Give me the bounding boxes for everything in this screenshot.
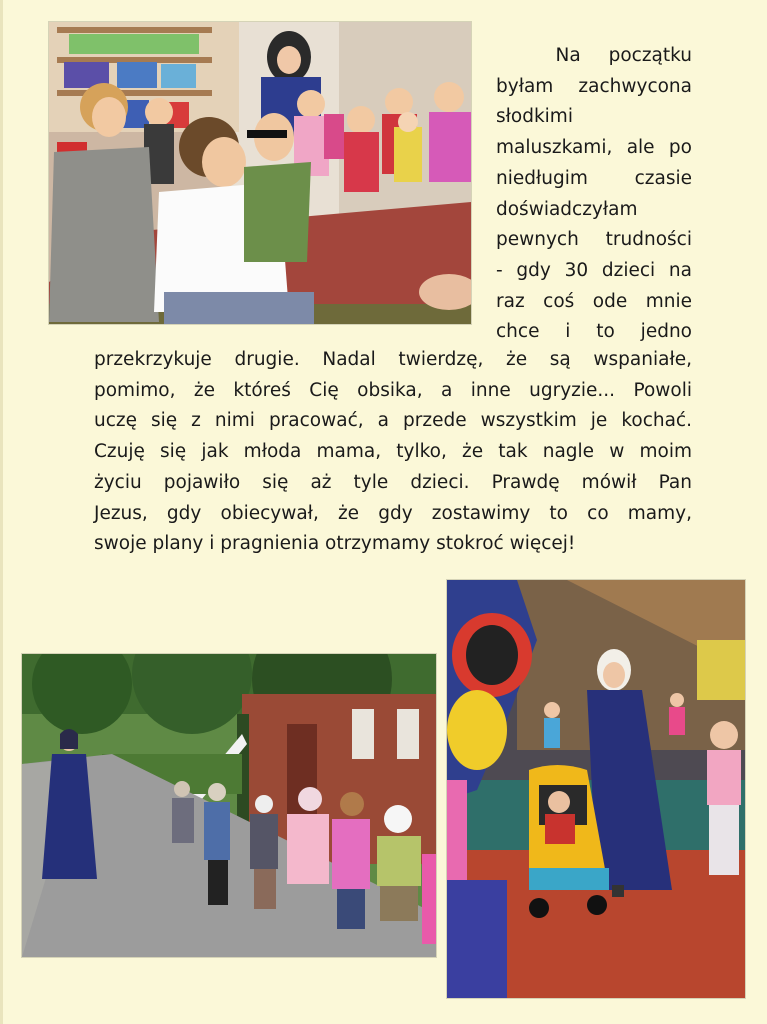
- children-in-classroom-photo: [49, 22, 471, 324]
- text-line: Czuję się jak młoda mama, tylko, że tak nagle w moim: [94, 441, 692, 463]
- text-line: przekrzykuje drugie. Nadal twierdzę, że są wspaniałe,: [94, 349, 692, 370]
- text-line: pomimo, że któreś Cię obsika, a inne ugryzie... Powoli: [94, 379, 692, 401]
- children-walking-outdoors-photo: [22, 654, 436, 957]
- text-line: Jezus, gdy obiecywał, że gdy zostawimy to co mamy,: [94, 502, 692, 524]
- text-line: niedługim czasie: [496, 167, 692, 189]
- text-line: słodkimi: [496, 106, 573, 128]
- text-line: maluszkami, ale po: [496, 137, 692, 159]
- text-line: doświadczyłam: [496, 198, 638, 220]
- playroom-toy-car-photo: [447, 580, 745, 998]
- text-line: byłam zachwycona: [496, 75, 692, 97]
- text-line: pewnych trudności: [496, 229, 692, 251]
- text-line: życiu pojawiło się aż tyle dzieci. Prawdę mówił Pan: [94, 471, 692, 493]
- text-line: swoje plany i pragnienia otrzymamy stokroć więcej!: [94, 533, 576, 555]
- text-line: chce i to jedno: [496, 321, 692, 343]
- text-line: Na początku: [555, 45, 692, 66]
- text-line: - gdy 30 dzieci na: [496, 259, 692, 281]
- text-line: uczę się z nimi pracować, a przede wszystkim je kochać.: [94, 410, 692, 432]
- intro-text-column: [496, 41, 692, 348]
- text-line: raz coś ode mnie: [496, 290, 692, 312]
- main-text-block: [94, 345, 692, 560]
